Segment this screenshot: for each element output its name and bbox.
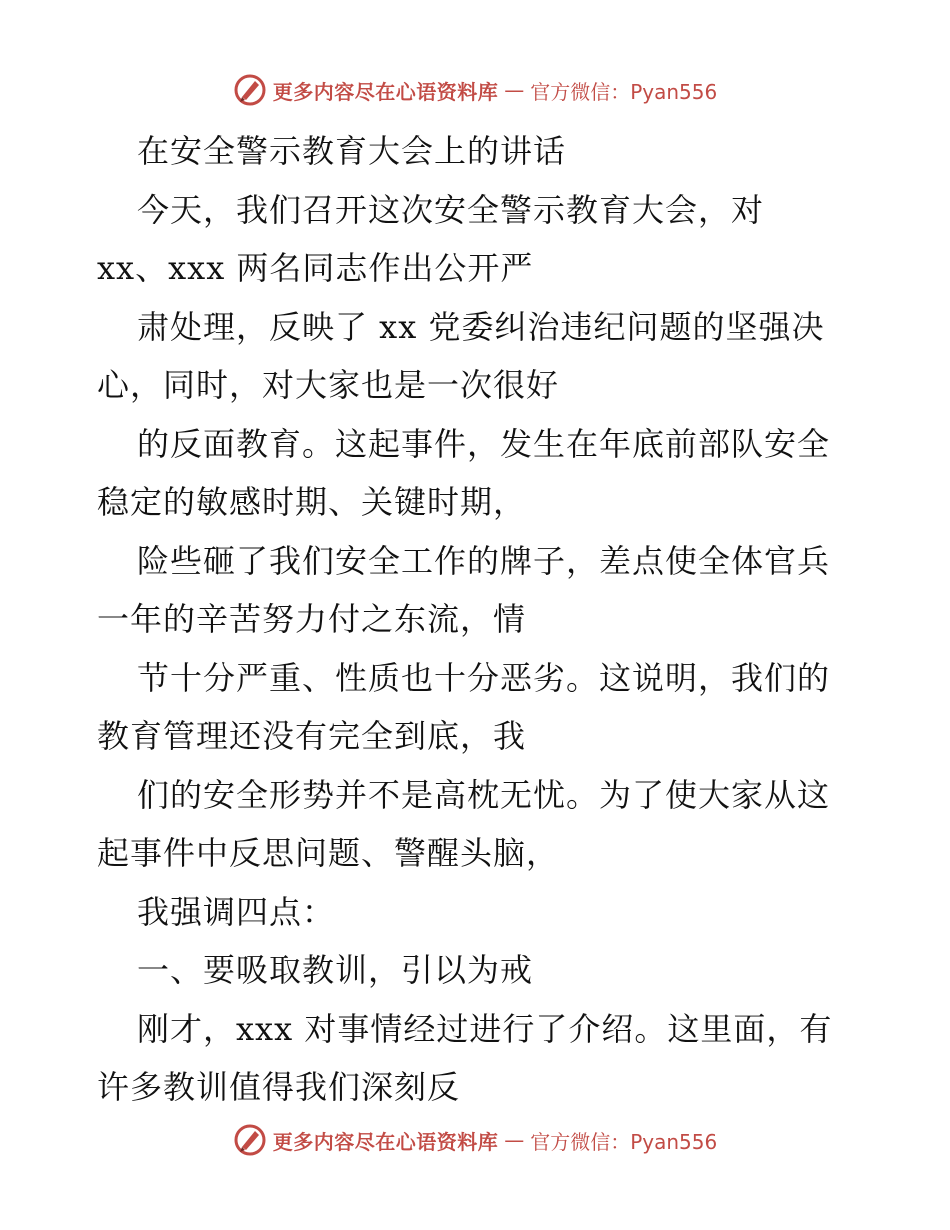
watermark-footer bbox=[0, 1120, 950, 1160]
paragraph-line: 一年的辛苦努力付之东流，情 bbox=[97, 600, 527, 638]
watermark-brand: 更多内容尽在心语资料库 bbox=[272, 1129, 499, 1154]
section-heading: 一、要吸取教训，引以为戒 bbox=[137, 951, 534, 989]
paragraph-line: 许多教训值得我们深刻反 bbox=[97, 1068, 461, 1106]
paragraph-line: 们的安全形势并不是高枕无忧。为了使大家从这 bbox=[137, 775, 831, 814]
watermark-header bbox=[0, 70, 950, 110]
pen-logo-icon bbox=[233, 73, 267, 107]
paragraph-line: 今天，我们召开这次安全警示教育大会，对 bbox=[137, 190, 765, 229]
paragraph-line: 起事件中反思问题、警醒头脑， bbox=[97, 834, 560, 872]
document-body bbox=[97, 122, 857, 1117]
paragraph-line: 刚才，xxx 对事情经过进行了介绍。这里面，有 bbox=[137, 1009, 833, 1048]
paragraph-line: 教育管理还没有完全到底，我 bbox=[97, 717, 527, 755]
paragraph-line: xx、xxx 两名同志作出公开严 bbox=[97, 249, 534, 287]
paragraph-line: 心，同时，对大家也是一次很好 bbox=[97, 366, 560, 404]
watermark-brand: 更多内容尽在心语资料库 bbox=[272, 79, 499, 104]
paragraph-line: 节十分严重、性质也十分恶劣。这说明，我们的 bbox=[137, 658, 831, 697]
watermark-wechat: 官方微信：Pyan556 bbox=[530, 79, 718, 104]
watermark-separator: — bbox=[504, 1128, 525, 1152]
paragraph-line: 险些砸了我们安全工作的牌子，差点使全体官兵 bbox=[137, 541, 831, 580]
pen-logo-icon bbox=[233, 1123, 267, 1157]
watermark-separator: — bbox=[504, 78, 525, 102]
paragraph-line: 肃处理，反映了 xx 党委纠治违纪问题的坚强决 bbox=[137, 307, 825, 346]
paragraph-line: 我强调四点： bbox=[137, 892, 336, 931]
document-title: 在安全警示教育大会上的讲话 bbox=[137, 132, 567, 170]
watermark-wechat: 官方微信：Pyan556 bbox=[530, 1129, 718, 1154]
paragraph-line: 稳定的敏感时期、关键时期， bbox=[97, 483, 527, 521]
paragraph-line: 的反面教育。这起事件，发生在年底前部队安全 bbox=[137, 424, 831, 463]
